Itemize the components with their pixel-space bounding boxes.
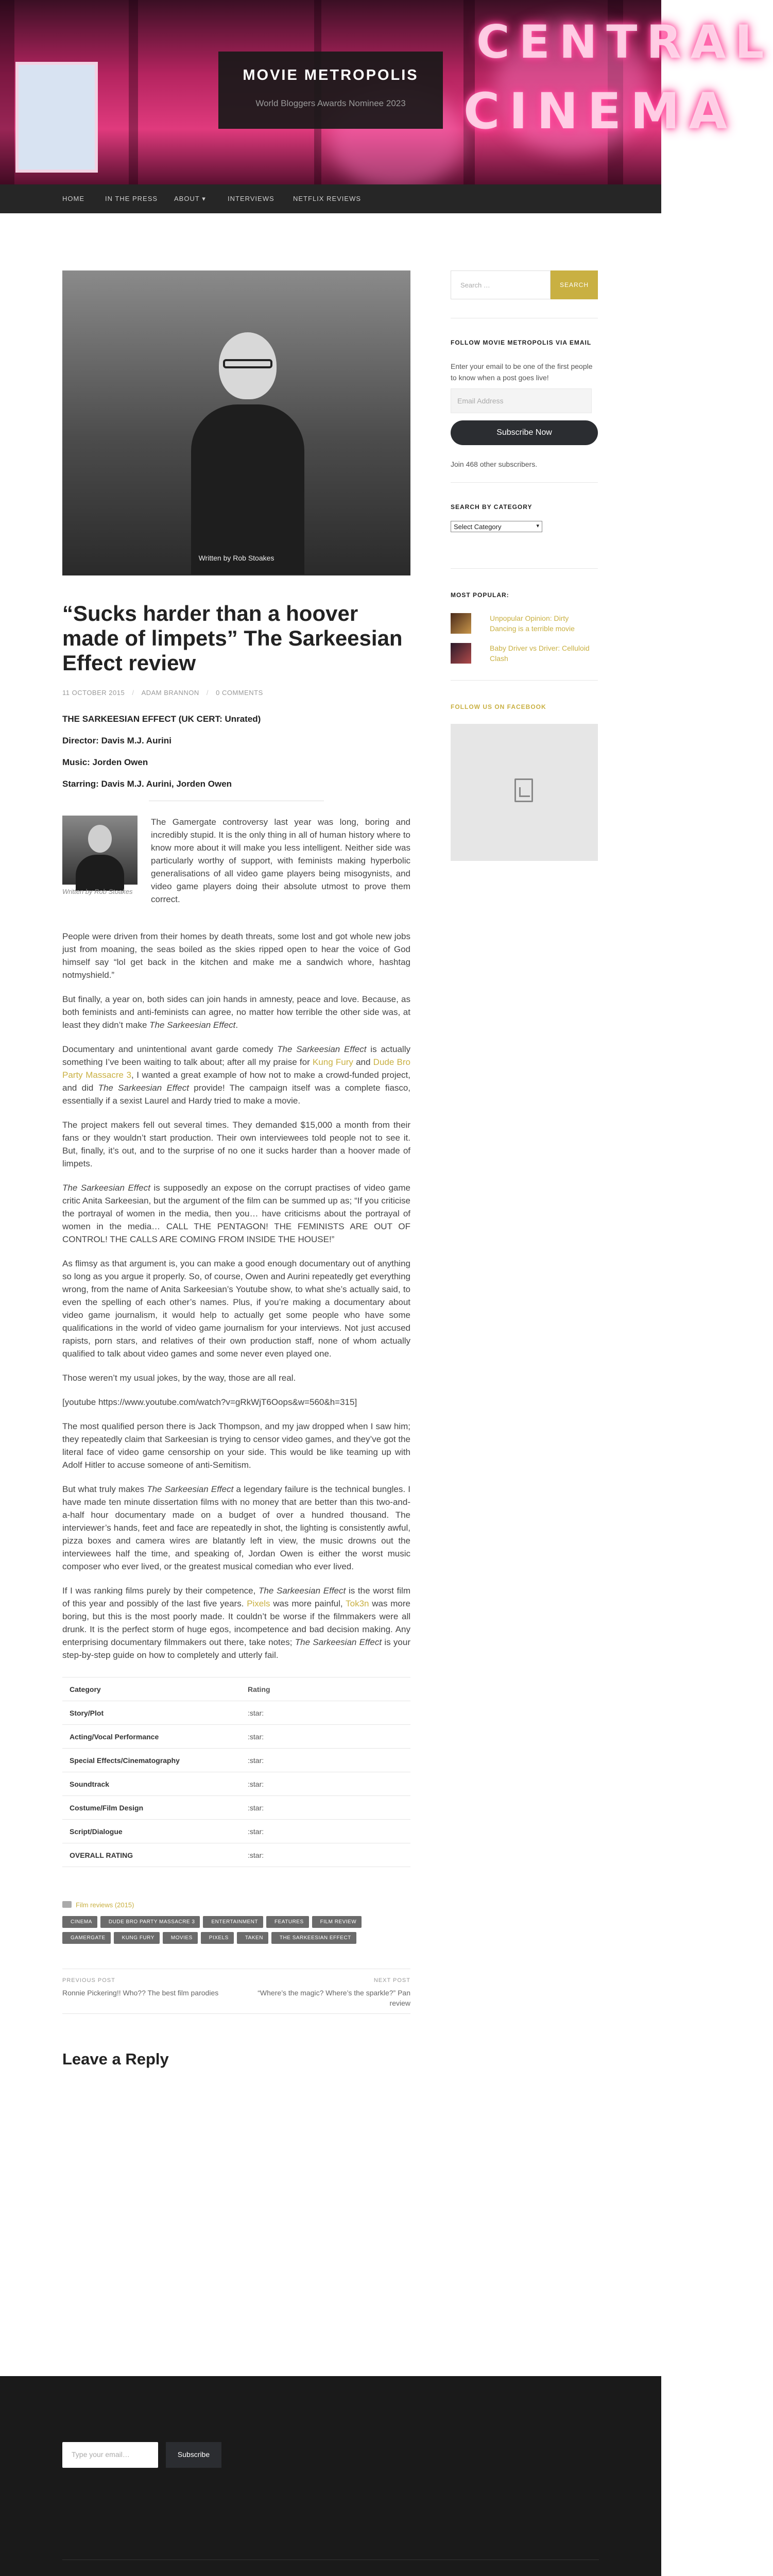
nav-item-netflix-reviews[interactable]: NETFLIX REVIEWS xyxy=(293,195,362,202)
next-post-link[interactable]: “Where’s the magic? Where’s the sparkle?” Pan review xyxy=(257,1989,410,2007)
site-tagline: World Bloggers Awards Nominee 2023 xyxy=(255,98,406,108)
inline-link[interactable]: Dude Bro Party Massacre 3 xyxy=(62,1057,410,1080)
post-category xyxy=(62,1901,410,1909)
post-navigation xyxy=(62,1969,410,2014)
film-title-emphasis: The Sarkeesian Effect xyxy=(277,1044,367,1054)
tag-link[interactable]: DUDE BRO PARTY MASSACRE 3 xyxy=(100,1916,200,1928)
follow-email-text: Enter your email to be one of the first people to know when a post goes live! xyxy=(451,362,593,382)
popular-heading: MOST POPULAR: xyxy=(451,591,509,599)
follow-email-heading: FOLLOW MOVIE METROPOLIS VIA EMAIL xyxy=(451,339,592,346)
article xyxy=(62,270,410,2069)
rating-category: Story/Plot xyxy=(62,1701,241,1725)
article-paragraph: But finally, a year on, both sides can join hands in amnesty, peace and love. Because, as both feminists and anti-feminists can agree, no matter how terrible the other side was, at least they didn’t make The Sarkeesian Effect. xyxy=(62,994,410,1030)
footer-email-input[interactable]: Type your email… xyxy=(62,2442,158,2468)
intro-paragraph: The Gamergate controversy last year was long, boring and incredibly stupid. It is the only thing in all of human history where to know more about it will make you less intelligent. Neither side was particularly worthy of support, with feminists making hyperbolic generalisations of all video game players being misogynists, and video game players doing their absolute utmost to prove them correct. xyxy=(151,817,410,904)
film-credits xyxy=(62,714,410,789)
post-comments-link[interactable]: 0 COMMENTS xyxy=(216,689,263,697)
footer xyxy=(0,2376,661,2576)
article-paragraph: People were driven from their homes by death threats, some lost and got whole new jobs just from moaning, the seas boiled as the skies ripped open to hear the voice of God himself say “lol get back in the kitchen and make me a sandwich whore, hashtag notmyshield.” xyxy=(62,931,410,980)
post-author[interactable]: ADAM BRANNON xyxy=(141,689,199,697)
table-row xyxy=(62,1725,410,1749)
category-link[interactable]: Film reviews (2015) xyxy=(76,1901,134,1909)
article-body xyxy=(62,930,410,1662)
search-input[interactable]: Search … xyxy=(451,270,551,299)
nav-item-interviews[interactable]: INTERVIEWS xyxy=(228,195,274,202)
inline-link[interactable]: Kung Fury xyxy=(312,1057,353,1067)
header-hero-image: CENTRAL CINEMA MOVIE METROPOLIS World Bloggers Awards Nominee 2023 xyxy=(0,0,661,184)
table-header-cell: Category xyxy=(62,1677,241,1701)
tag-link[interactable]: ENTERTAINMENT xyxy=(203,1916,263,1928)
article-paragraph: The Sarkeesian Effect is supposedly an expose on the corrupt practises of video game critic Anita Sarkeesian, but the argument of the film can be summed up as; “If you criticise the portrayal of women in the media, then you… have criticisms about the portrayal of women in the media… CALL THE PENTAGON! THE FEMINISTS ARE OUT OF CONTROL! THE CALLS ARE COMING FROM INSIDE THE HOUSE!” xyxy=(62,1183,410,1244)
tag-link[interactable]: MOVIES xyxy=(163,1932,198,1944)
inline-link[interactable]: Pixels xyxy=(247,1599,270,1608)
film-title-emphasis: The Sarkeesian Effect xyxy=(147,1484,234,1494)
chevron-down-icon: ▾ xyxy=(536,523,539,529)
thumbnail-caption: Written by Rob Stoakes xyxy=(62,888,133,895)
rating-category: Soundtrack xyxy=(62,1772,241,1796)
nav-item-about-label: ABOUT xyxy=(174,195,200,202)
table-header-cell: Rating xyxy=(241,1677,410,1701)
ratings-table xyxy=(62,1677,410,1867)
post-tags xyxy=(62,1916,410,1948)
post-meta: 11 OCTOBER 2015 / ADAM BRANNON / 0 COMMENTS xyxy=(62,689,263,697)
author-thumbnail xyxy=(62,816,138,885)
popular-link[interactable]: Baby Driver vs Driver: Celluloid Clash xyxy=(490,644,590,663)
chevron-down-icon: ▾ xyxy=(202,195,206,202)
article-paragraph: The most qualified person there is Jack Thompson, and my jaw dropped when I saw him; they repeatedly claim that Sarkeesian is trying to censor video games, and they’ve got the literal face of video game censorship on your side. This would be like teaming up with Adolf Hitler to accuse someone of anti-Semitism. xyxy=(62,1421,410,1470)
rating-value: :star: xyxy=(241,1843,410,1867)
search-button[interactable]: SEARCH xyxy=(551,270,598,299)
folder-icon xyxy=(62,1901,72,1908)
table-row xyxy=(62,1749,410,1772)
nav-item-home[interactable]: HOME xyxy=(62,195,84,202)
popular-thumbnail xyxy=(451,613,471,634)
article-paragraph: As flimsy as that argument is, you can make a good enough documentary out of anything so long as you argue it properly. So, of course, Owen and Aurini repeatedly get everything wrong, from the name of Anita Sarkeesian’s Youtube show, to what she’s actually said, to even the spelling of each other’s names. Plus, if you’re making a documentary about video game journalism, it would help to actually get some people who have some qualifications in the world of video game journalism for your interviews. Not just accused rapists, porn stars, and relatives of their own production staff, none of whom actually qualified to talk about video games and some never even played one. xyxy=(62,1259,410,1359)
popular-item[interactable] xyxy=(451,643,598,666)
credit-starring: Starring: Davis M.J. Aurini, Jorden Owen xyxy=(62,779,232,789)
table-row xyxy=(62,1772,410,1796)
tag-link[interactable]: FILM REVIEW xyxy=(312,1916,362,1928)
email-field[interactable]: Email Address xyxy=(451,388,592,413)
rating-value: :star: xyxy=(241,1725,410,1749)
rating-category: Costume/Film Design xyxy=(62,1796,241,1820)
subscribe-button[interactable]: Subscribe Now xyxy=(451,420,598,445)
rating-value: :star: xyxy=(241,1820,410,1843)
rating-value: :star: xyxy=(241,1772,410,1796)
article-paragraph: [youtube https://www.youtube.com/watch?v=gRkWjT6Oops&w=560&h=315] xyxy=(62,1397,357,1407)
popular-item[interactable] xyxy=(451,613,598,636)
category-heading: SEARCH BY CATEGORY xyxy=(451,503,532,511)
previous-post-label: PREVIOUS POST xyxy=(62,1977,115,1984)
table-row xyxy=(62,1796,410,1820)
featured-image[interactable] xyxy=(62,270,410,575)
tag-link[interactable]: GAMERGATE xyxy=(62,1932,111,1944)
film-title-emphasis: The Sarkeesian Effect xyxy=(98,1083,189,1093)
rating-value: :star: xyxy=(241,1701,410,1725)
credit-title: THE SARKEESIAN EFFECT (UK CERT: Unrated) xyxy=(62,714,261,724)
featured-image-caption: Written by Rob Stoakes xyxy=(198,554,274,562)
site-title[interactable]: MOVIE METROPOLIS xyxy=(243,67,419,83)
credit-director: Director: Davis M.J. Aurini xyxy=(62,736,171,745)
rating-category: Script/Dialogue xyxy=(62,1820,241,1843)
nav-item-about[interactable] xyxy=(174,195,206,203)
tag-link[interactable]: THE SARKEESIAN EFFECT xyxy=(271,1932,356,1944)
tag-link[interactable]: KUNG FURY xyxy=(114,1932,160,1944)
article-paragraph: If I was ranking films purely by their competence, The Sarkeesian Effect is the worst film of this year and possibly of the last five years. Pixels was more painful, Tok3n was more boring, but this is the most poorly made. It couldn’t be worse if the filmmakers were all drunk. It is the perfect storm of huge egos, incompetence and bad decision making. Any enterprising documentary filmmakers out there, take notes; The Sarkeesian Effect is your step-by-step guide on how to completely and utterly fail. xyxy=(62,1586,410,1660)
leave-reply-heading: Leave a Reply xyxy=(62,2050,169,2068)
document-icon xyxy=(514,778,533,802)
rating-category: OVERALL RATING xyxy=(62,1843,241,1867)
rating-category: Acting/Vocal Performance xyxy=(62,1725,241,1749)
category-select-value: Select Category xyxy=(454,523,502,531)
nav-item-in-the-press[interactable]: IN THE PRESS xyxy=(105,195,158,202)
facebook-embed[interactable] xyxy=(451,724,598,861)
subscriber-count: Join 468 other subscribers. xyxy=(451,460,538,468)
article-paragraph: Those weren’t my usual jokes, by the way, those are all real. xyxy=(62,1373,296,1383)
popular-thumbnail xyxy=(451,643,471,664)
rating-category: Special Effects/Cinematography xyxy=(62,1749,241,1772)
table-row xyxy=(62,1843,410,1867)
film-title-emphasis: The Sarkeesian Effect xyxy=(149,1020,236,1030)
film-title-emphasis: The Sarkeesian Effect xyxy=(295,1637,382,1647)
film-title-emphasis: The Sarkeesian Effect xyxy=(62,1183,150,1193)
table-row xyxy=(62,1701,410,1725)
sidebar xyxy=(451,270,598,861)
tag-link[interactable]: FEATURES xyxy=(266,1916,309,1928)
article-paragraph: The project makers fell out several times. They demanded $15,000 a month from their fans or they wouldn’t start production. Their own interviewees told people not to see it. But, finally, it’s out, and to the surprise of no one it sucks harder than a hoover made of limpets. xyxy=(62,1120,410,1168)
tag-link[interactable]: PIXELS xyxy=(201,1932,234,1944)
inline-link[interactable]: Tok3n xyxy=(346,1599,369,1608)
main-navigation xyxy=(0,184,661,213)
popular-link[interactable]: Unpopular Opinion: Dirty Dancing is a terrible movie xyxy=(490,614,575,633)
intro-block xyxy=(62,816,410,930)
film-title-emphasis: The Sarkeesian Effect xyxy=(259,1586,346,1596)
facebook-heading: FOLLOW US ON FACEBOOK xyxy=(451,703,546,710)
search-form xyxy=(451,270,598,299)
post-title: “Sucks harder than a hoover made of limpets” The Sarkeesian Effect review xyxy=(62,601,403,675)
table-header-row xyxy=(62,1677,410,1701)
footer-subscribe-button[interactable]: Subscribe xyxy=(166,2442,221,2468)
article-paragraph: Documentary and unintentional avant garde comedy The Sarkeesian Effect is actually something I’ve been waiting to talk about; after all my praise for Kung Fury and Dude Bro Party Massacre 3, I wanted a great example of how not to make a crowd-funded project, and did The Sarkeesian Effect provide! The campaign itself was a complete fiasco, essentially if a sexist Laurel and Hardy tried to make a movie. xyxy=(62,1044,410,1106)
article-paragraph: But what truly makes The Sarkeesian Effect a legendary failure is the technical bungles. I have made ten minute dissertation films with no money that are better than this two-and-a-half hour documentary made on a budget of over a hundred thousand. The interviewer’s hands, feet and face are repeatedly in shot, the lighting is consistently awful, pizza boxes and camera wires are blatantly left in view, the music drowns out the interviewees half the time, and speaking of, Jordan Owen is either the worst music composer who ever lived, or the greatest musical comedian who ever lived. xyxy=(62,1484,410,1571)
tag-link[interactable]: TAKEN xyxy=(237,1932,268,1944)
site-branding xyxy=(218,52,443,129)
previous-post-link[interactable]: Ronnie Pickering!! Who?? The best film parodies xyxy=(62,1989,219,1997)
table-row xyxy=(62,1820,410,1843)
post-date[interactable]: 11 OCTOBER 2015 xyxy=(62,689,125,697)
credit-music: Music: Jorden Owen xyxy=(62,757,148,767)
next-post-label: NEXT POST xyxy=(373,1977,410,1984)
category-select[interactable] xyxy=(451,521,542,532)
rating-value: :star: xyxy=(241,1749,410,1772)
tag-link[interactable]: CINEMA xyxy=(62,1916,97,1928)
rating-value: :star: xyxy=(241,1796,410,1820)
